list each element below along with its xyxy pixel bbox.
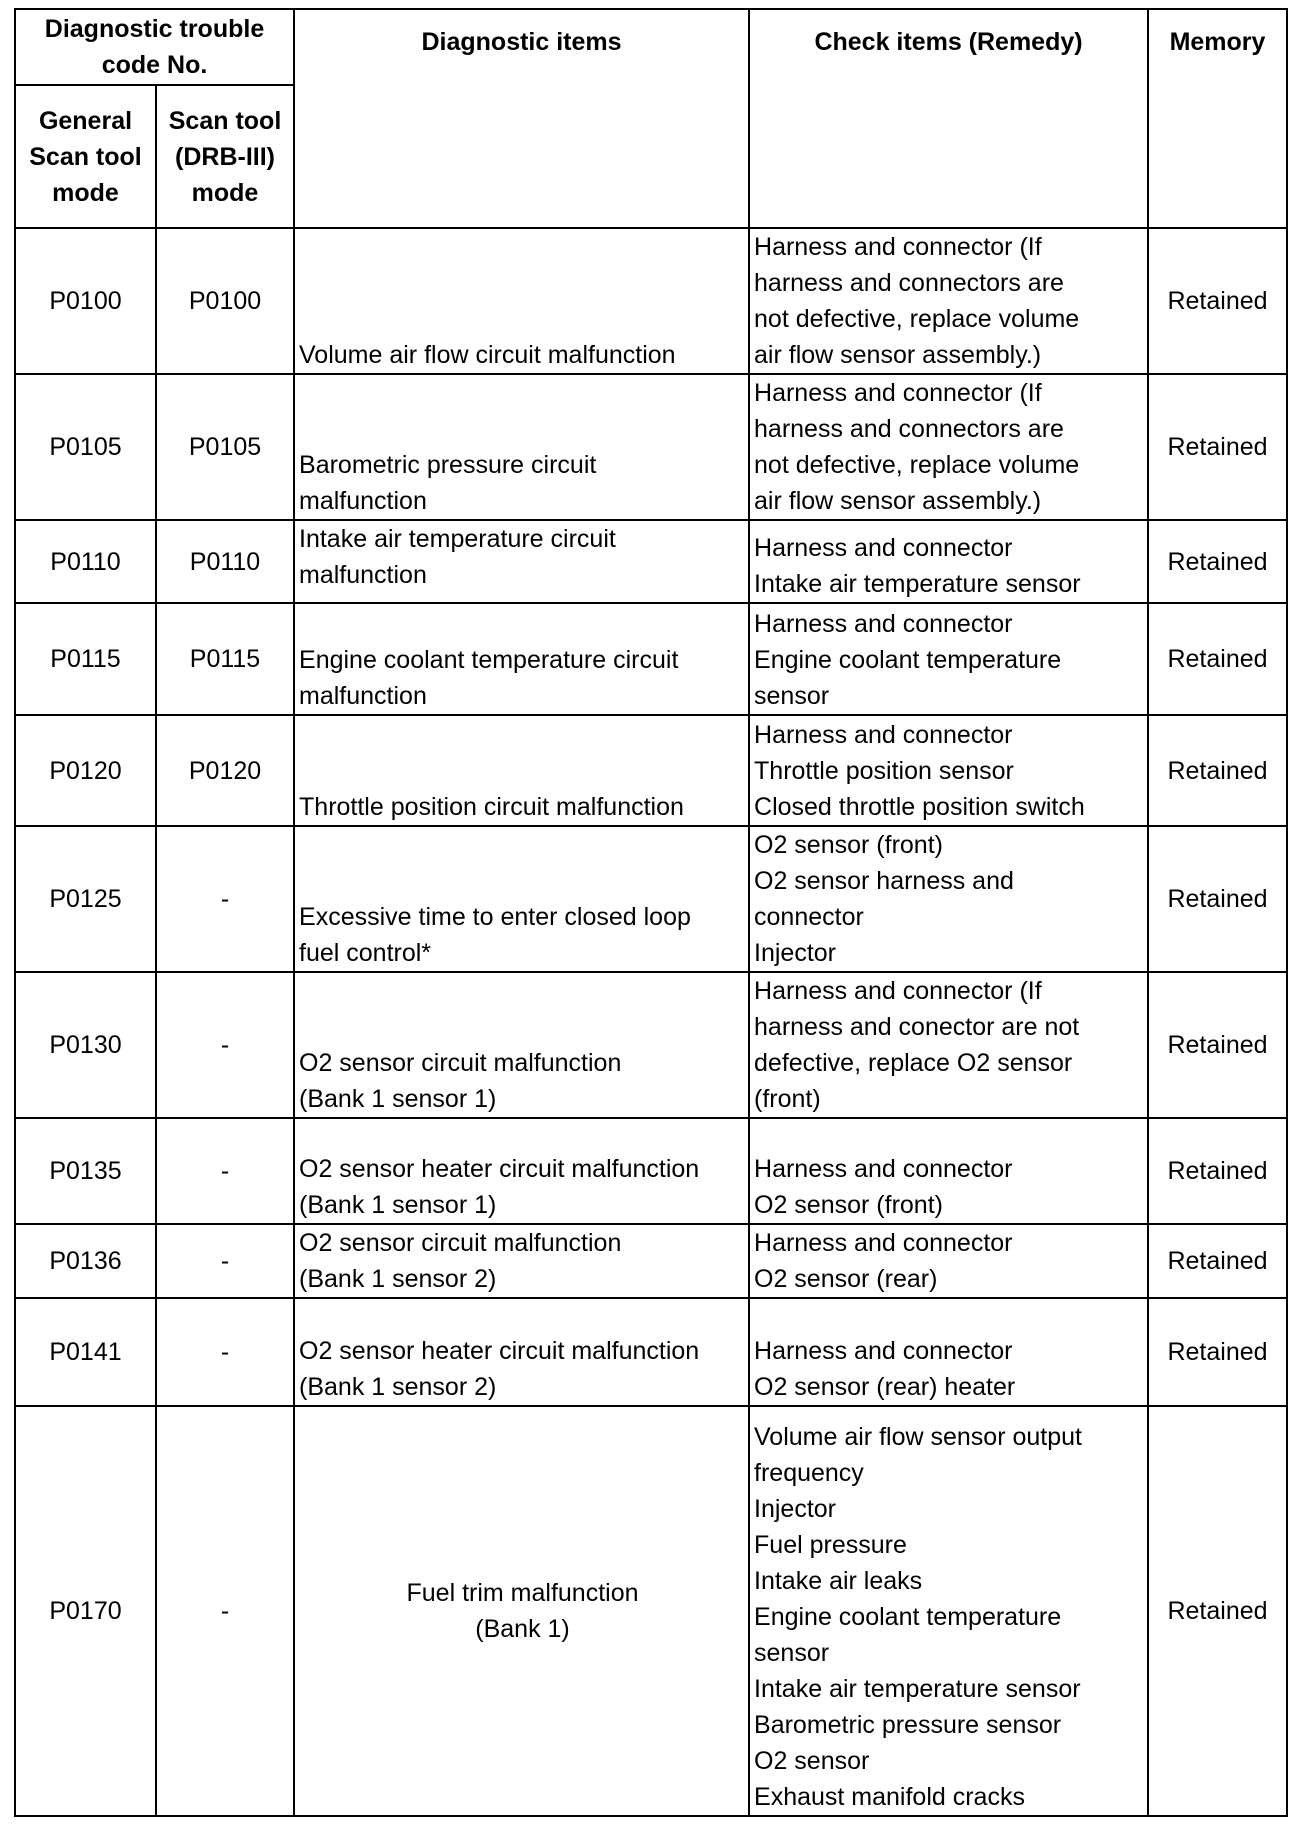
- check-item-line: Injector: [754, 939, 836, 967]
- general-code-cell: P0125: [15, 826, 156, 972]
- check-item-cell: [749, 1224, 1148, 1298]
- diagnostic-item-line: Volume air flow circuit malfunction: [299, 341, 676, 369]
- memory-cell: Retained: [1148, 1298, 1287, 1406]
- diagnostic-item-line: fuel control*: [299, 939, 432, 967]
- dtc-table: [14, 8, 1288, 1817]
- check-item-cell: [749, 520, 1148, 603]
- check-item-line: Intake air temperature sensor: [754, 1675, 1081, 1703]
- header-scan-tool-mode: Scan tool (DRB-III) mode: [156, 85, 294, 228]
- header-memory: Memory: [1148, 9, 1287, 228]
- check-item-line: Closed throttle position switch: [754, 793, 1085, 821]
- table-row: [15, 228, 1287, 374]
- check-item-line: frequency: [754, 1459, 864, 1487]
- check-item-line: Barometric pressure sensor: [754, 1711, 1062, 1739]
- check-item-line: Harness and connector: [754, 534, 1013, 562]
- diagnostic-item-line: (Bank 1): [475, 1615, 570, 1643]
- general-code-cell: P0115: [15, 603, 156, 715]
- check-item-line: Engine coolant temperature: [754, 646, 1062, 674]
- check-item-line: sensor: [754, 1639, 830, 1667]
- header-diagnostic-items: Diagnostic items: [294, 9, 749, 228]
- diagnostic-item-cell: [294, 374, 749, 520]
- diagnostic-item-line: malfunction: [299, 561, 427, 589]
- scan-tool-code-cell: -: [156, 826, 294, 972]
- check-item-cell: [749, 1118, 1148, 1224]
- check-item-cell: [749, 1298, 1148, 1406]
- diagnostic-item-line: (Bank 1 sensor 1): [299, 1085, 497, 1113]
- table-row: [15, 715, 1287, 826]
- diagnostic-item-line: (Bank 1 sensor 2): [299, 1265, 497, 1293]
- header-general-mode: General Scan tool mode: [15, 85, 156, 228]
- table-row: [15, 972, 1287, 1118]
- check-item-line: O2 sensor (rear) heater: [754, 1373, 1016, 1401]
- general-code-cell: P0105: [15, 374, 156, 520]
- table-row: [15, 826, 1287, 972]
- check-item-line: sensor: [754, 682, 830, 710]
- check-item-line: Harness and connector (If: [754, 379, 1042, 407]
- scan-tool-code-cell: P0115: [156, 603, 294, 715]
- general-code-cell: P0130: [15, 972, 156, 1118]
- scan-tool-code-cell: -: [156, 1406, 294, 1816]
- diagnostic-item-line: O2 sensor circuit malfunction: [299, 1049, 622, 1077]
- diagnostic-item-line: Barometric pressure circuit: [299, 451, 597, 479]
- check-item-line: Exhaust manifold cracks: [754, 1783, 1025, 1811]
- header-row-top: [15, 9, 1287, 85]
- check-item-line: (front): [754, 1085, 821, 1113]
- check-item-line: Volume air flow sensor output: [754, 1423, 1082, 1451]
- memory-cell: Retained: [1148, 603, 1287, 715]
- diagnostic-item-line: Excessive time to enter closed loop: [299, 903, 691, 931]
- diagnostic-item-line: Fuel trim malfunction: [406, 1579, 639, 1607]
- scan-tool-code-cell: -: [156, 1118, 294, 1224]
- check-item-line: harness and conector are not: [754, 1013, 1080, 1041]
- check-item-line: defective, replace O2 sensor: [754, 1049, 1073, 1077]
- general-code-cell: P0136: [15, 1224, 156, 1298]
- memory-cell: Retained: [1148, 1406, 1287, 1816]
- check-item-line: Engine coolant temperature: [754, 1603, 1062, 1631]
- diagnostic-item-line: Intake air temperature circuit: [299, 525, 616, 553]
- check-item-line: Intake air temperature sensor: [754, 570, 1081, 598]
- scan-tool-code-cell: -: [156, 1224, 294, 1298]
- memory-cell: Retained: [1148, 374, 1287, 520]
- check-item-line: Harness and connector: [754, 721, 1013, 749]
- diagnostic-item-line: (Bank 1 sensor 1): [299, 1191, 497, 1219]
- diagnostic-item-line: (Bank 1 sensor 2): [299, 1373, 497, 1401]
- diagnostic-item-cell: [294, 826, 749, 972]
- diagnostic-item-line: Engine coolant temperature circuit: [299, 646, 679, 674]
- scan-tool-code-cell: -: [156, 1298, 294, 1406]
- check-item-line: Harness and connector: [754, 1337, 1013, 1365]
- diagnostic-item-cell: [294, 603, 749, 715]
- check-item-line: Throttle position sensor: [754, 757, 1014, 785]
- check-item-line: Harness and connector: [754, 1229, 1013, 1257]
- check-item-cell: [749, 1406, 1148, 1816]
- general-code-cell: P0100: [15, 228, 156, 374]
- check-item-line: O2 sensor: [754, 1747, 870, 1775]
- diagnostic-item-cell: [294, 228, 749, 374]
- check-item-cell: [749, 826, 1148, 972]
- diagnostic-item-line: malfunction: [299, 487, 427, 515]
- diagnostic-item-cell: [294, 1406, 749, 1816]
- check-item-line: Harness and connector: [754, 1155, 1013, 1183]
- table-row: [15, 603, 1287, 715]
- check-item-line: O2 sensor (front): [754, 1191, 943, 1219]
- check-item-cell: [749, 228, 1148, 374]
- table-row: [15, 374, 1287, 520]
- check-item-line: connector: [754, 903, 864, 931]
- scan-tool-code-cell: -: [156, 972, 294, 1118]
- check-item-line: Fuel pressure: [754, 1531, 907, 1559]
- memory-cell: Retained: [1148, 972, 1287, 1118]
- scan-tool-code-cell: P0100: [156, 228, 294, 374]
- check-item-cell: [749, 972, 1148, 1118]
- diagnostic-item-line: O2 sensor heater circuit malfunction: [299, 1155, 700, 1183]
- check-item-line: O2 sensor harness and: [754, 867, 1014, 895]
- check-item-cell: [749, 374, 1148, 520]
- general-code-cell: P0135: [15, 1118, 156, 1224]
- check-item-line: Intake air leaks: [754, 1567, 923, 1595]
- memory-cell: Retained: [1148, 715, 1287, 826]
- diagnostic-item-cell: [294, 1118, 749, 1224]
- general-code-cell: P0170: [15, 1406, 156, 1816]
- check-item-cell: [749, 603, 1148, 715]
- check-item-line: Injector: [754, 1495, 836, 1523]
- check-item-line: air flow sensor assembly.): [754, 341, 1042, 369]
- diagnostic-item-cell: [294, 715, 749, 826]
- general-code-cell: P0110: [15, 520, 156, 603]
- general-code-cell: P0120: [15, 715, 156, 826]
- diagnostic-item-line: Throttle position circuit malfunction: [299, 793, 684, 821]
- check-item-line: not defective, replace volume: [754, 305, 1080, 333]
- diagnostic-item-cell: [294, 972, 749, 1118]
- table-row: [15, 1224, 1287, 1298]
- memory-cell: Retained: [1148, 1118, 1287, 1224]
- check-item-line: Harness and connector: [754, 610, 1013, 638]
- memory-cell: Retained: [1148, 1224, 1287, 1298]
- memory-cell: Retained: [1148, 520, 1287, 603]
- diagnostic-item-cell: [294, 1298, 749, 1406]
- diagnostic-item-cell: [294, 1224, 749, 1298]
- check-item-line: air flow sensor assembly.): [754, 487, 1042, 515]
- check-item-line: not defective, replace volume: [754, 451, 1080, 479]
- general-code-cell: P0141: [15, 1298, 156, 1406]
- memory-cell: Retained: [1148, 228, 1287, 374]
- header-check-items: Check items (Remedy): [749, 9, 1148, 228]
- diagnostic-item-cell: [294, 520, 749, 603]
- check-item-line: harness and connectors are: [754, 415, 1064, 443]
- scan-tool-code-cell: P0110: [156, 520, 294, 603]
- check-item-line: Harness and connector (If: [754, 233, 1042, 261]
- table-row: [15, 1406, 1287, 1816]
- scan-tool-code-cell: P0120: [156, 715, 294, 826]
- check-item-line: O2 sensor (front): [754, 831, 943, 859]
- scan-tool-code-cell: P0105: [156, 374, 294, 520]
- diagnostic-item-line: O2 sensor circuit malfunction: [299, 1229, 622, 1257]
- check-item-line: O2 sensor (rear): [754, 1265, 938, 1293]
- check-item-line: harness and connectors are: [754, 269, 1064, 297]
- check-item-line: Harness and connector (If: [754, 977, 1042, 1005]
- memory-cell: Retained: [1148, 826, 1287, 972]
- check-item-cell: [749, 715, 1148, 826]
- header-dtc-group: Diagnostic trouble code No.: [15, 9, 294, 85]
- table-row: [15, 520, 1287, 603]
- table-row: [15, 1118, 1287, 1224]
- diagnostic-item-line: malfunction: [299, 682, 427, 710]
- table-row: [15, 1298, 1287, 1406]
- diagnostic-item-line: O2 sensor heater circuit malfunction: [299, 1337, 700, 1365]
